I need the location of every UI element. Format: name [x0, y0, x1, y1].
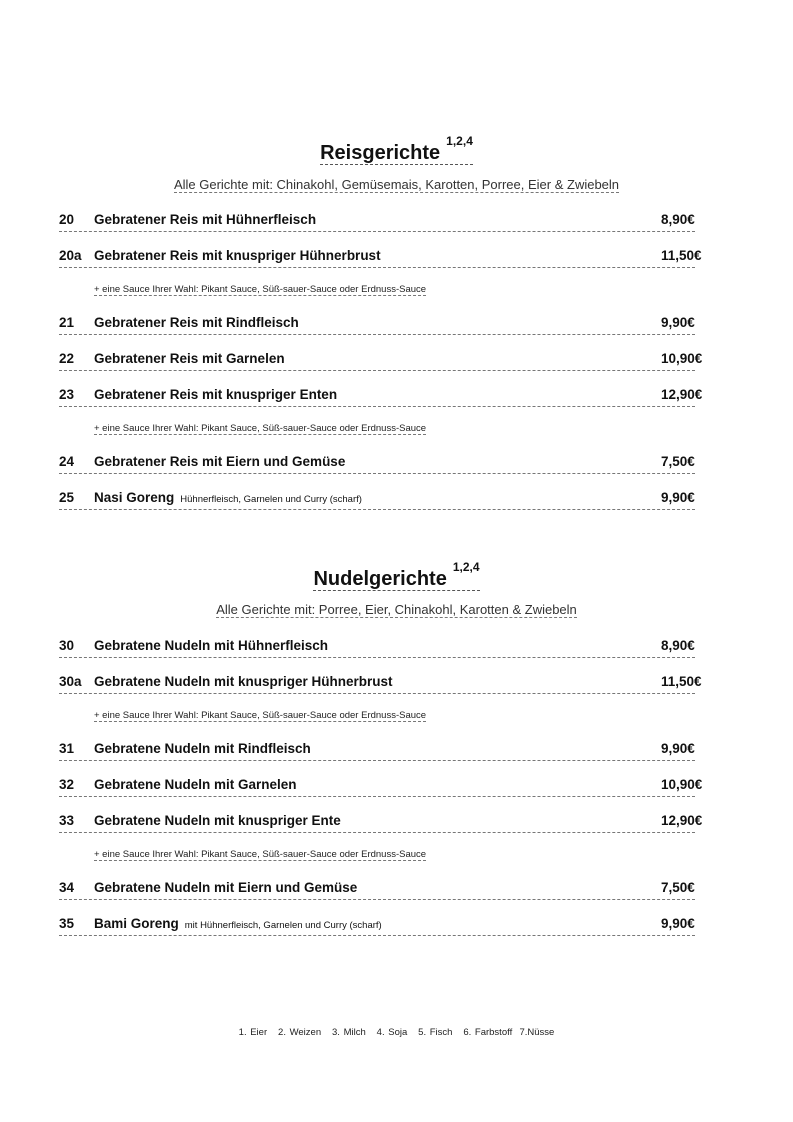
item-name-text: Gebratener Reis mit Rindfleisch — [94, 315, 299, 330]
item-price: 12,90€ — [661, 387, 703, 402]
menu-item-24 — [59, 453, 695, 474]
menu-item-23 — [59, 386, 703, 407]
item-name — [94, 211, 316, 229]
item-name-text: Gebratener Reis mit Garnelen — [94, 351, 285, 366]
item-name-text: Bami Goreng — [94, 916, 179, 931]
item-price: 10,90€ — [661, 777, 703, 792]
sauce-note-text: + eine Sauce Ihrer Wahl: Pikant Sauce, Süß-sauer-Sauce oder Erdnuss-Sauce — [94, 849, 427, 860]
menu-item-21 — [59, 314, 695, 335]
item-number: 25 — [59, 490, 75, 505]
item-name — [94, 673, 393, 691]
nudel-title-wrapper — [313, 560, 480, 591]
item-price: 8,90€ — [661, 212, 695, 227]
item-name-text: Gebratener Reis mit Hühnerfleisch — [94, 212, 317, 227]
menu-item-30a — [59, 673, 702, 694]
item-name-text: Gebratene Nudeln mit knuspriger Hühnerbrust — [94, 674, 393, 689]
item-number: 21 — [59, 315, 75, 330]
item-price: 7,50€ — [661, 454, 695, 469]
reis-sauce-note-2 — [94, 422, 426, 435]
item-description: Hühnerfleisch, Garnelen und Curry (scharf) — [180, 494, 362, 505]
menu-item-34 — [59, 879, 695, 900]
reis-title: Reisgerichte — [320, 141, 441, 164]
item-number: 34 — [59, 880, 75, 895]
item-name — [94, 812, 341, 830]
item-number: 23 — [59, 387, 75, 402]
item-number: 32 — [59, 777, 75, 792]
reis-subtitle-text: Alle Gerichte mit: Chinakohl, Gemüsemais, Karotten, Porree, Eier & Zwiebeln — [173, 177, 620, 192]
item-name-text: Gebratener Reis mit knuspriger Hühnerbrust — [94, 248, 381, 263]
item-name — [94, 386, 337, 404]
item-number: 31 — [59, 741, 75, 756]
item-name-text: Gebratene Nudeln mit Eiern und Gemüse — [94, 880, 358, 895]
menu-item-22 — [59, 350, 703, 371]
reis-subtitle — [0, 176, 793, 194]
item-price: 9,90€ — [661, 741, 695, 756]
item-number: 22 — [59, 351, 75, 366]
item-price: 12,90€ — [661, 813, 703, 828]
nudel-section-title — [0, 561, 793, 591]
item-price: 7,50€ — [661, 880, 695, 895]
item-price: 9,90€ — [661, 490, 695, 505]
reis-allergens: 1,2,4 — [446, 134, 473, 148]
item-name — [94, 247, 381, 265]
nudel-allergens: 1,2,4 — [452, 560, 480, 574]
item-price: 9,90€ — [661, 315, 695, 330]
item-name-text: Gebratener Reis mit Eiern und Gemüse — [94, 454, 346, 469]
menu-item-33 — [59, 812, 703, 833]
item-name-text: Gebratene Nudeln mit Rindfleisch — [94, 741, 311, 756]
menu-item-25 — [59, 489, 695, 510]
reis-section-title — [0, 135, 793, 165]
item-name-text: Gebratene Nudeln mit Garnelen — [94, 777, 297, 792]
item-name — [94, 350, 285, 368]
menu-item-20a — [59, 247, 702, 268]
item-number: 35 — [59, 916, 75, 931]
item-name-text: Gebratene Nudeln mit knuspriger Ente — [94, 813, 341, 828]
item-name — [94, 637, 328, 655]
item-price: 9,90€ — [661, 916, 695, 931]
menu-item-30 — [59, 637, 695, 658]
item-number: 24 — [59, 454, 75, 469]
item-name — [94, 489, 362, 509]
item-name — [94, 776, 297, 794]
sauce-note-text: + eine Sauce Ihrer Wahl: Pikant Sauce, Süß-sauer-Sauce oder Erdnuss-Sauce — [94, 710, 427, 721]
item-price: 11,50€ — [661, 248, 702, 263]
sauce-note-text: + eine Sauce Ihrer Wahl: Pikant Sauce, Süß-sauer-Sauce oder Erdnuss-Sauce — [94, 284, 427, 295]
item-description: mit Hühnerfleisch, Garnelen und Curry (scharf) — [184, 920, 382, 931]
item-price: 11,50€ — [661, 674, 702, 689]
menu-item-32 — [59, 776, 703, 797]
item-name-text: Gebratener Reis mit knuspriger Enten — [94, 387, 338, 402]
item-price: 10,90€ — [661, 351, 703, 366]
item-number: 33 — [59, 813, 75, 828]
item-name — [94, 453, 345, 471]
item-name — [94, 740, 311, 758]
item-name — [94, 314, 299, 332]
nudel-subtitle-text: Alle Gerichte mit: Porree, Eier, Chinakohl, Karotten & Zwiebeln — [216, 602, 577, 617]
reis-sauce-note-1 — [94, 283, 426, 296]
menu-item-35 — [59, 915, 695, 936]
item-price: 8,90€ — [661, 638, 695, 653]
item-name-text: Gebratene Nudeln mit Hühnerfleisch — [94, 638, 329, 653]
item-name-text: Nasi Goreng — [94, 490, 175, 505]
nudel-title: Nudelgerichte — [313, 567, 447, 590]
item-number: 30a — [59, 674, 82, 689]
nudel-sauce-note-1 — [94, 709, 426, 722]
item-number: 30 — [59, 638, 75, 653]
nudel-subtitle — [0, 601, 793, 619]
allergen-legend: 1. Eier 2. Weizen 3. Milch 4. Soja 5. Fisch 6. Farbstoff 7.Nüsse — [238, 1027, 555, 1038]
menu-item-31 — [59, 740, 695, 761]
sauce-note-text: + eine Sauce Ihrer Wahl: Pikant Sauce, Süß-sauer-Sauce oder Erdnuss-Sauce — [94, 423, 427, 434]
item-name — [94, 879, 357, 897]
nudel-sauce-note-2 — [94, 848, 426, 861]
menu-item-20 — [59, 211, 695, 232]
item-number: 20 — [59, 212, 75, 227]
item-number: 20a — [59, 248, 82, 263]
item-name — [94, 915, 382, 935]
reis-title-wrapper — [320, 134, 473, 165]
